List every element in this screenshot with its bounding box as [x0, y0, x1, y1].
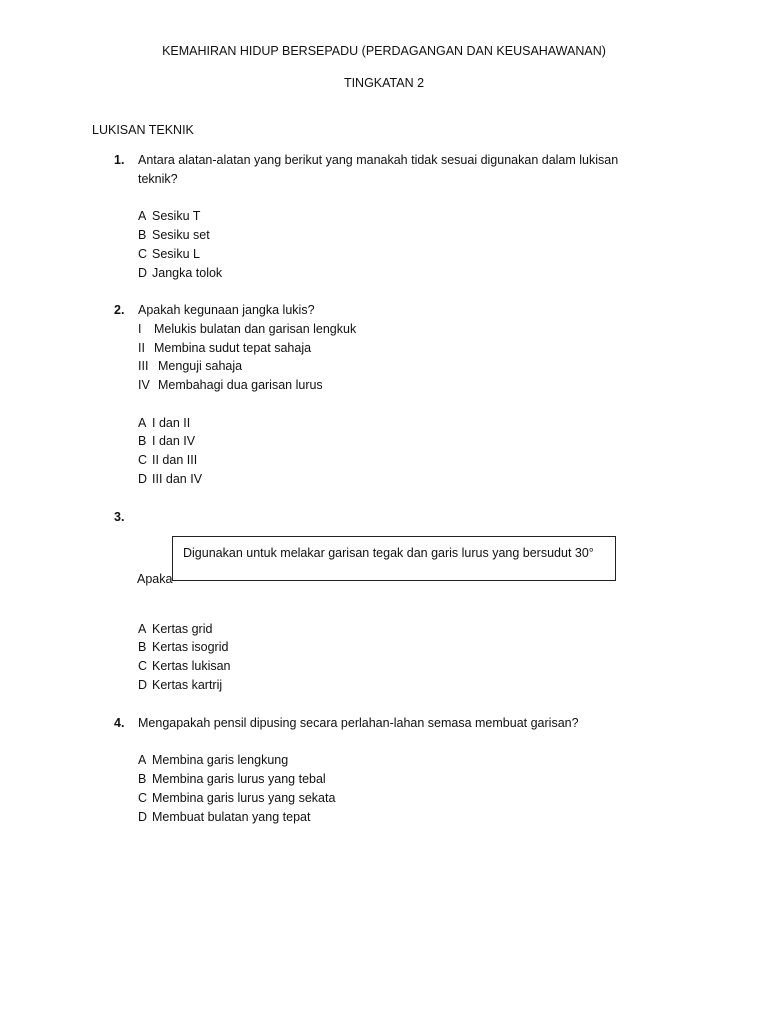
question-2-statement-iv	[138, 377, 323, 393]
question-1-option-b[interactable]	[138, 227, 210, 243]
option-letter: C	[138, 791, 148, 805]
question-3-box-text: Digunakan untuk melakar garisan tegak dan garis lurus yang bersudut 30°	[183, 546, 594, 560]
question-1-option-c[interactable]	[138, 246, 200, 262]
question-2-option-a[interactable]	[138, 415, 190, 431]
option-letter: B	[138, 772, 147, 786]
option-letter: B	[138, 434, 147, 448]
option-letter: C	[138, 659, 148, 673]
option-text: Kertas grid	[152, 622, 213, 636]
option-letter: C	[138, 453, 148, 467]
question-1-option-d[interactable]	[138, 265, 222, 281]
statement-roman: II	[138, 341, 145, 355]
document-title: KEMAHIRAN HIDUP BERSEPADU (PERDAGANGAN DAN KEUSAHAWANAN)	[162, 44, 606, 58]
statement-text: Membahagi dua garisan lurus	[158, 378, 323, 392]
question-2-number: 2.	[114, 303, 125, 317]
option-letter: A	[138, 209, 147, 223]
statement-roman: IV	[138, 378, 150, 392]
option-text: Membuat bulatan yang tepat	[152, 810, 311, 824]
statement-text: Menguji sahaja	[158, 359, 243, 373]
option-letter: D	[138, 678, 148, 692]
statement-text: Membina sudut tepat sahaja	[154, 341, 312, 355]
question-3-option-a[interactable]	[138, 621, 212, 637]
option-letter: A	[138, 622, 147, 636]
option-text: I dan IV	[152, 434, 196, 448]
question-3-description-box	[172, 536, 616, 581]
question-1-text-cont: teknik?	[138, 172, 178, 186]
option-letter: C	[138, 247, 148, 261]
option-text: III dan IV	[152, 472, 203, 486]
question-4-option-b[interactable]	[138, 771, 326, 787]
question-1-option-a[interactable]	[138, 208, 200, 224]
question-1-text: Antara alatan-alatan yang berikut yang manakah tidak sesuai digunakan dalam lukisan	[138, 153, 619, 167]
question-4-option-c[interactable]	[138, 790, 335, 806]
option-letter: A	[138, 753, 147, 767]
option-text: Membina garis lurus yang tebal	[152, 772, 326, 786]
option-text: Sesiku T	[152, 209, 201, 223]
statement-text: Melukis bulatan dan garisan lengkuk	[154, 322, 357, 336]
option-letter: B	[138, 228, 147, 242]
question-1-number: 1.	[114, 153, 125, 167]
question-4-option-a[interactable]	[138, 752, 288, 768]
option-letter: D	[138, 266, 148, 280]
section-title: LUKISAN TEKNIK	[92, 123, 194, 137]
option-text: Kertas lukisan	[152, 659, 231, 673]
option-text: Kertas isogrid	[152, 640, 229, 654]
question-2-option-b[interactable]	[138, 433, 195, 449]
question-4-number: 4.	[114, 716, 125, 730]
question-2-statement-iii	[138, 358, 242, 374]
question-2-statement-i	[138, 321, 356, 337]
statement-roman: I	[138, 322, 142, 336]
question-3-partial-text: Apaka	[137, 572, 173, 586]
option-letter: D	[138, 472, 148, 486]
question-3-option-b[interactable]	[138, 639, 228, 655]
statement-roman: III	[138, 359, 149, 373]
question-3-number: 3.	[114, 510, 125, 524]
question-3-option-d[interactable]	[138, 677, 222, 693]
question-4-option-d[interactable]	[138, 809, 310, 825]
option-text: Sesiku set	[152, 228, 210, 242]
document-level: TINGKATAN 2	[343, 76, 425, 90]
option-letter: A	[138, 416, 147, 430]
option-letter: D	[138, 810, 148, 824]
question-2-option-d[interactable]	[138, 471, 202, 487]
option-letter: B	[138, 640, 147, 654]
option-text: II dan III	[152, 453, 198, 467]
question-3-option-c[interactable]	[138, 658, 231, 674]
question-2-statement-ii	[138, 340, 311, 356]
question-4-text: Mengapakah pensil dipusing secara perlahan-lahan semasa membuat garisan?	[138, 716, 579, 730]
question-2-text: Apakah kegunaan jangka lukis?	[138, 303, 315, 317]
option-text: Membina garis lurus yang sekata	[152, 791, 336, 805]
option-text: Kertas kartrij	[152, 678, 223, 692]
option-text: Sesiku L	[152, 247, 200, 261]
option-text: Jangka tolok	[152, 266, 223, 280]
option-text: I dan II	[152, 416, 191, 430]
option-text: Membina garis lengkung	[152, 753, 289, 767]
question-2-option-c[interactable]	[138, 452, 197, 468]
